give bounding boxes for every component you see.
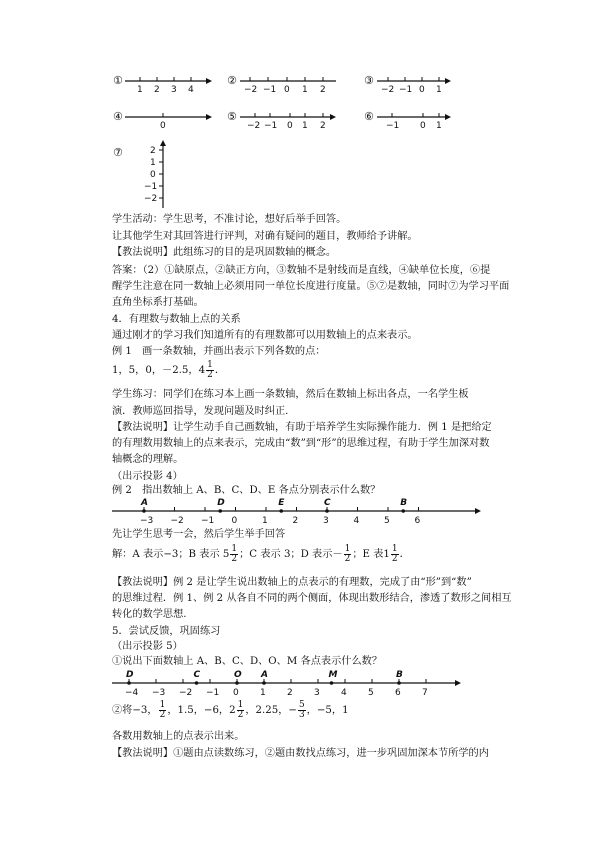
axis-tick-label: −2 xyxy=(179,688,193,698)
axis-point-O xyxy=(235,681,239,685)
tick-label: −1 xyxy=(386,121,400,131)
axis-point-label: C xyxy=(324,498,331,508)
axis-tick-label: −3 xyxy=(140,516,154,526)
axis-tick-label: −1 xyxy=(206,688,220,698)
axis-tick-label: 7 xyxy=(422,688,428,698)
axis-point-A xyxy=(262,681,266,685)
axis-point-label: O xyxy=(234,670,242,680)
tick-label: 0 xyxy=(287,121,293,131)
axis-tick-label: 5 xyxy=(384,516,390,526)
axis-tick-label: 0 xyxy=(233,688,239,698)
tick-label: −1 xyxy=(144,182,158,192)
exercise-mark-3: ③ xyxy=(364,74,374,87)
paragraph: 【教法说明】此组练习的目的是巩固数轴的概念。 xyxy=(112,247,337,258)
axis-tick-label: 6 xyxy=(414,516,421,526)
axis-point-label: D xyxy=(126,670,134,680)
projection-label: （出示投影 4） xyxy=(112,471,183,482)
question-2: ②将−3， $\frac{1}{2}$ ，1.5，−6，2 $\frac{1}{2}$ ，2.25，− $\frac{5}{3}$ ，−5，1 xyxy=(112,699,349,720)
paragraph: 通过刚才的学习我们知道所有的有理数都可以用数轴上的点来表示。 xyxy=(112,330,418,341)
projection-label: （出示投影 5） xyxy=(112,641,183,652)
section-heading: 5．尝试反馈，巩固练习 xyxy=(112,626,221,637)
paragraph: 转化的数学思想. xyxy=(112,609,187,620)
axis-tick-label: −1 xyxy=(201,516,215,526)
paragraph: 【教法说明】让学生动手自己画数轴，有助于培养学生实际操作能力．例 1 是把给定 xyxy=(112,422,492,433)
exercise-mark-2: ② xyxy=(227,74,237,87)
axis-point-label: M xyxy=(328,670,338,680)
tick-label: 0 xyxy=(419,85,425,95)
exercise-mark-1: ① xyxy=(113,74,123,87)
number-list: 1，5，0，－2.5，4 xyxy=(112,365,206,376)
axis-point-label: B xyxy=(396,670,403,680)
tick-label: −1 xyxy=(264,121,278,131)
axis-point-label: A xyxy=(261,670,268,680)
fraction: $\frac{1}{2}$ xyxy=(231,543,238,564)
axis-point-D xyxy=(218,509,222,513)
exercise-mark-5: ⑤ xyxy=(227,110,237,123)
axis-tick-label: −2 xyxy=(170,516,184,526)
axis-tick-label: 2 xyxy=(292,516,299,526)
example-2-number-line xyxy=(110,495,490,527)
axis-tick-label: 6 xyxy=(395,688,401,698)
fraction: $\frac{1}{2}$ xyxy=(159,699,166,720)
paragraph: 学生练习：同学们在练习本上画一条数轴，然后在数轴上标出各点，一名学生板 xyxy=(112,389,469,400)
axis-tick-label: 1 xyxy=(262,516,268,526)
fraction: $\frac{1}{2}$ xyxy=(207,359,213,380)
section-heading: 4．有理数与数轴上点的关系 xyxy=(112,314,241,325)
axis-point-B xyxy=(397,681,401,685)
tick-label: 1 xyxy=(436,121,442,131)
axis-point-M xyxy=(330,681,334,685)
tick-label: −2 xyxy=(144,194,158,204)
axis-tick-label: 0 xyxy=(231,516,238,526)
exercise-mark-6: ⑥ xyxy=(364,110,374,123)
fraction: $\frac{1}{2}$ xyxy=(344,543,351,564)
axis-point-B xyxy=(401,509,405,513)
axis-tick-label: 3 xyxy=(323,516,329,526)
exercise-mark-7: ⑦ xyxy=(113,146,123,159)
axis-tick-label: −4 xyxy=(125,688,139,698)
question-1: ①说出下面数轴上 A、B、C、D、O、M 各点表示什么数？ xyxy=(112,656,383,667)
fraction: $\frac{5}{3}$ xyxy=(298,699,305,720)
axis-point-C xyxy=(325,509,329,513)
paragraph: 的有理数用数轴上的点来表示，完成由“数”到“形”的思维过程，有助于学生加深对数 xyxy=(112,438,490,449)
paragraph: 演．教师巡回指导，发现问题及时纠正. xyxy=(112,406,289,417)
paragraph: 各数用数轴上的点表示出来。 xyxy=(112,731,245,742)
fraction: $\frac{1}{2}$ xyxy=(237,699,244,720)
axis-tick-label: 2 xyxy=(287,688,293,698)
tick-label: 1 xyxy=(436,85,442,95)
tick-label: −2 xyxy=(381,85,395,95)
axis-tick-label: 4 xyxy=(341,688,347,698)
axis-point-label: D xyxy=(217,498,225,508)
tick-label: −2 xyxy=(244,85,258,95)
paragraph: 直角坐标系打基础。 xyxy=(112,297,204,308)
axis-point-A xyxy=(142,509,146,513)
tick-label: 3 xyxy=(171,85,177,95)
tick-label: 2 xyxy=(154,85,160,95)
tick-label: 0 xyxy=(160,121,166,131)
paragraph: 学生活动：学生思考，不准讨论，想好后举手回答。 xyxy=(112,214,347,225)
tick-label: 4 xyxy=(188,85,194,95)
tick-label: −2 xyxy=(247,121,261,131)
tick-label: 1 xyxy=(302,85,308,95)
tick-label: 2 xyxy=(150,146,156,156)
axis-point-label: A xyxy=(141,498,148,508)
axis-point-label: C xyxy=(193,670,201,680)
question-1-number-line xyxy=(110,667,470,699)
axis-tick-label: −3 xyxy=(152,688,166,698)
paragraph: 醒学生注意在同一数轴上必须用同一单位长度进行度量。⑤⑦是数轴，同时⑦为学习平面 xyxy=(112,281,510,292)
axis-point-label: E xyxy=(278,498,285,508)
tick-label: 2 xyxy=(320,85,326,95)
paragraph: 答案：（2）①缺原点，②缺正方向，③数轴不是射线而是直线，④缺单位长度，⑥提 xyxy=(112,265,491,276)
paragraph: 让其他学生对其回答进行评判，对确有疑问的题目，教师给予讲解。 xyxy=(112,231,418,242)
axis-tick-label: 5 xyxy=(368,688,374,698)
tick-label: −1 xyxy=(263,85,277,95)
tick-label: 2 xyxy=(320,121,326,131)
axis-tick-label: 1 xyxy=(260,688,266,698)
axis-tick-label: 4 xyxy=(353,516,360,526)
axis-point-E xyxy=(279,509,283,513)
answer-line: 解：A 表示−3；B 表示 5 $\frac{1}{2}$ ；C 表示 3；D 表示－ $\frac{1}{2}$ ；E 表1 $\frac{1}{2}$ ． xyxy=(112,543,410,564)
tick-label: 0 xyxy=(150,170,156,180)
paragraph: 【教法说明】例 2 是让学生说出数轴上的点表示的有理数，完成了由“形”到“数” xyxy=(112,577,472,588)
tick-label: −1 xyxy=(399,85,413,95)
exercise-mark-4: ④ xyxy=(113,110,123,123)
paragraph: 【教法说明】①题由点读数练习，②题由数找点练习，进一步巩固加深本节所学的内 xyxy=(112,748,489,759)
axis-arrow xyxy=(455,680,461,686)
paragraph: 的思维过程．例 1、例 2 从各自不同的两个侧面，体现出数形结合，渗透了数形之间相互 xyxy=(112,593,512,604)
axis-point-label: B xyxy=(400,498,408,508)
tick-label: 1 xyxy=(137,85,143,95)
paragraph: 先让学生思考一会，然后学生举手回答 xyxy=(112,529,286,540)
tick-label: 0 xyxy=(420,121,426,131)
tick-label: 1 xyxy=(302,121,308,131)
tick-label: 1 xyxy=(150,158,156,168)
paragraph: 轴概念的理解。 xyxy=(112,454,184,465)
example-2: 例 2 指出数轴上 A、B、C、D、E 各点分别表示什么数？ xyxy=(112,485,381,496)
fraction: $\frac{1}{2}$ xyxy=(391,543,398,564)
axis-tick-label: 3 xyxy=(314,688,320,698)
example-1: 例 1 画一条数轴，并画出表示下列各数的点： xyxy=(112,346,326,357)
axis-point-C xyxy=(195,681,199,685)
axis-point-D xyxy=(127,681,131,685)
tick-label: 0 xyxy=(284,85,290,95)
axis-arrow xyxy=(475,508,481,514)
example-1-numbers: 1，5，0，－2.5，4 $\frac{1}{2}$ ． xyxy=(112,359,225,380)
